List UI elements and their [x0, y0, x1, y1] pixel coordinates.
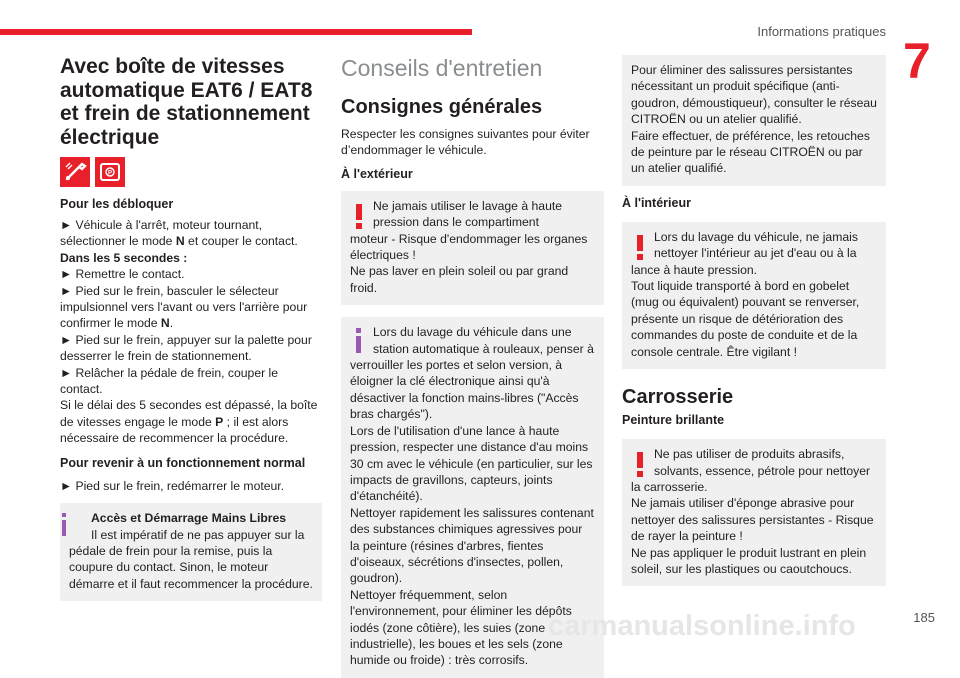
- timeout-note: Si le délai des 5 secondes est dépassé, la boîte de vitesses engage le mode: [60, 398, 318, 429]
- general-text: Respecter les consignes suivantes pour éviter d’endommager le véhicule.: [341, 127, 590, 158]
- warning3-first: Ne pas utiliser de produits abrasifs, solvants, essence, pétrole pour nettoyer: [654, 447, 871, 478]
- unlock-procedure: [60, 217, 322, 447]
- step-1: ► Véhicule à l'arrêt, moteur tournant, sélectionner le mode: [60, 218, 263, 249]
- right-column: [622, 55, 886, 586]
- warning1-rest: moteur - Risque d'endommager les organes électriques ! Ne pas laver en plein soleil ou par grand froid.: [350, 231, 588, 295]
- paint-title: Peinture brillante: [622, 413, 725, 428]
- warning-icon: [631, 451, 653, 481]
- parking-brake-icon: [95, 157, 125, 187]
- info-icon: [60, 511, 82, 541]
- continued-note: [622, 55, 886, 186]
- step-2: ► Remettre le contact.: [60, 267, 185, 282]
- heading-rest: automatique EAT6 / EAT8 et frein de stationnement électrique: [60, 78, 313, 149]
- exterior-title: À l'extérieur: [341, 166, 413, 181]
- section-heading: [60, 55, 322, 149]
- warning3-rest: la carrosserie. Ne jamais utiliser d'éponge abrasive pour nettoyer des salissures persistantes - Risque de rayer la peinture ! Ne pas appliquer le produit lustrant en plein soleil, sur les plastiques ou caoutchoucs.: [631, 479, 874, 576]
- page-number: 185: [913, 610, 935, 625]
- step-5: ► Relâcher la pédale de frein, couper le contact.: [60, 365, 279, 397]
- warning-icon: [350, 203, 372, 233]
- running-header: Informations pratiques: [757, 24, 886, 39]
- left-column: [60, 55, 322, 601]
- heading-line-1: Avec boîte de vitesses: [60, 55, 285, 78]
- warning-note-1: [341, 191, 604, 305]
- chapter-number: 7: [903, 33, 931, 89]
- step-3: ► Pied sur le frein, basculer le sélecteur impulsionnel vers l'avant ou vers l'arrière pour confirmer le mode: [60, 283, 308, 331]
- mode-p: P: [215, 414, 224, 429]
- svg-text:P: P: [107, 170, 113, 177]
- mode-n-2: N: [160, 316, 170, 331]
- step-1-end: et couper le contact.: [184, 234, 298, 249]
- return-title: Pour revenir à un fonctionnement normal: [60, 455, 306, 470]
- header-accent-bar: [0, 29, 472, 35]
- warning2-rest: lance à haute pression. Tout liquide transporté à bord en gobelet (mug ou équivalent) pouvant se renverser, présente un risque de détérioration des commandes du poste de conduite et de la console centrale. Être vigilant !: [631, 262, 860, 359]
- warning-note-2: [622, 222, 886, 369]
- middle-column: [341, 55, 604, 678]
- warning1-first: Ne jamais utiliser le lavage à haute pression dans le compartiment: [373, 198, 563, 230]
- unlock-title: Pour les débloquer: [60, 197, 174, 211]
- wrench-icon: [60, 157, 90, 187]
- note-text: Il est impératif de ne pas appuyer sur la pédale de frein pour la remise, puis la coupure du contact. Sinon, le moteur démarre et il faut recommencer la procédure.: [69, 527, 313, 591]
- time-limit: Dans les 5 secondes :: [60, 250, 188, 265]
- info1-first: Lors du lavage du véhicule dans une station automatique à rouleaux, penser à: [373, 325, 594, 356]
- watermark: carmanualsonline.info: [548, 610, 856, 642]
- general-title: Consignes générales: [341, 96, 543, 118]
- warning-icon: [631, 234, 653, 264]
- info-icon: [350, 327, 372, 357]
- timeout-note-end: ; il est alors nécessaire de recommencer la procédure.: [60, 414, 289, 446]
- warning2-first: Lors du lavage du véhicule, ne jamais nettoyer l'intérieur au jet d'eau ou à la: [654, 229, 858, 261]
- warning-icons: [60, 157, 322, 187]
- step-4: ► Pied sur le frein, appuyer sur la palette pour desserrer le frein de stationnement.: [60, 332, 312, 364]
- continued-text: Pour éliminer des salissures persistantes nécessitant un produit spécifique (anti-goudron, démoustiqueur), consulter le réseau CITROËN ou un atelier qualifié. Faire effectuer, de préférence, les retouches de peinture par le réseau CITROËN ou par un atelier qualifié.: [631, 63, 877, 176]
- return-step: ► Pied sur le frein, redémarrer le moteur.: [60, 478, 285, 493]
- interior-title: À l'intérieur: [622, 195, 691, 210]
- maintenance-title: Conseils d'entretien: [341, 55, 543, 81]
- info1-rest: verrouiller les portes et selon version, à éloigner la clé électronique ainsi qu'à désactiver la fonction mains-libres ("Accès bras chargés"). Lors de l'utilisation d'une lance à haute pression, respecter une distance d'au moins 30 cm avec le véhicule (en particulier, sur les impacts de gravillons, capteurs, joints d'étanchéité). Nettoyer rapidement les salissures contenant des substances chimiques agressives pour la peinture (résines d'arbres, fientes d'oiseaux, sécrétions d'insectes, pollen, goudron). Nettoyer fréquemment, selon l'environnement, pour éliminer les dépôts iodés (zone côtière), les suies (zone industrielle), les boues et les sels (zone humide ou froide) : très corrosifs.: [350, 358, 594, 668]
- warning-note-3: [622, 439, 886, 586]
- info-note: [60, 503, 322, 601]
- body-title: Carrosserie: [622, 386, 734, 409]
- note-title: Accès et Démarrage Mains Libres: [91, 511, 287, 526]
- mode-n: N: [175, 234, 185, 249]
- step-3-end: .: [169, 316, 174, 331]
